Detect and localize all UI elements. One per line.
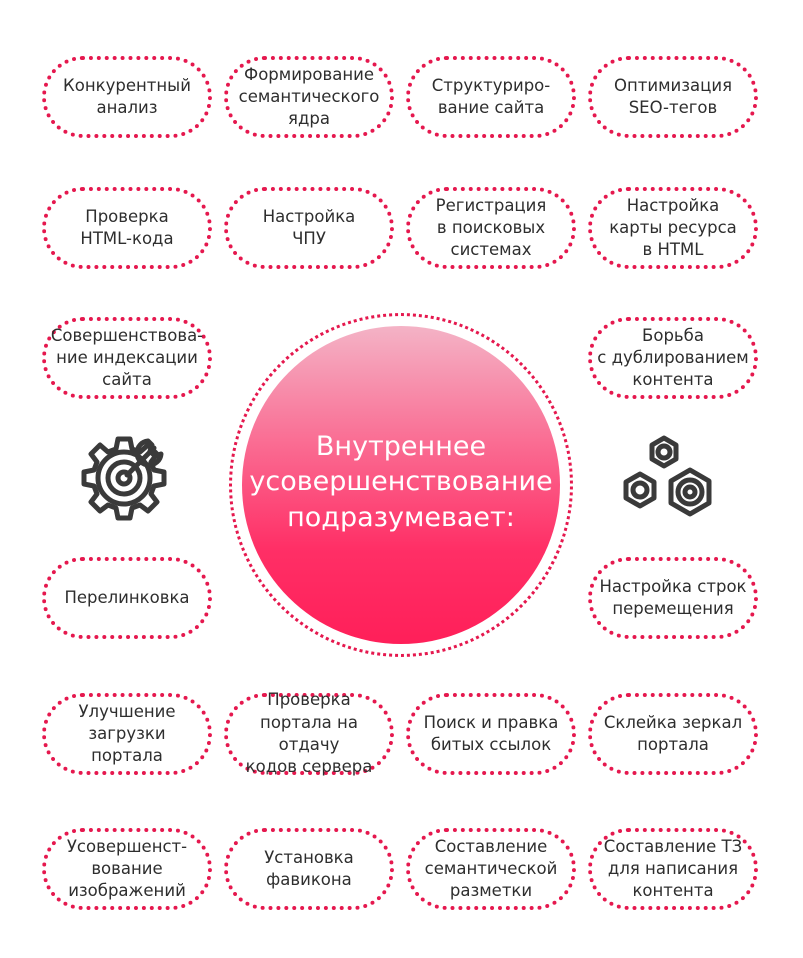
center-title: Внутреннее усовершенствование подразумевает: xyxy=(249,430,553,533)
item-favicon: Установка фавикона xyxy=(224,828,394,910)
item-content-spec: Составление ТЗ для написания контента xyxy=(588,828,758,910)
item-linking: Перелинковка xyxy=(42,557,212,639)
item-server-codes: Проверка портала на отдачу кодов сервера xyxy=(224,693,394,775)
gears-icon xyxy=(616,434,726,526)
item-loading-speed: Улучшение загрузки портала xyxy=(42,693,212,775)
item-search-registration: Регистрация в поисковых системах xyxy=(406,187,576,269)
item-semantic-core: Формирование семантического ядра xyxy=(224,56,394,138)
target-gear-wrench-icon xyxy=(72,427,178,533)
item-seo-tags: Оптимизация SEO-тегов xyxy=(588,56,758,138)
item-competitive-analysis: Конкурентный анализ xyxy=(42,56,212,138)
item-images: Усовершенст- вование изображений xyxy=(42,828,212,910)
item-indexing: Совершенствова- ние индексации сайта xyxy=(42,317,212,399)
center-circle-fill xyxy=(242,326,560,644)
center-circle xyxy=(229,313,573,657)
item-cnc-setup: Настройка ЧПУ xyxy=(224,187,394,269)
item-broken-links: Поиск и правка битых ссылок xyxy=(406,693,576,775)
item-breadcrumbs: Настройка строк перемещения xyxy=(588,557,758,639)
item-mirrors: Склейка зеркал портала xyxy=(588,693,758,775)
item-html-check: Проверка HTML-кода xyxy=(42,187,212,269)
item-site-structure: Структуриро- вание сайта xyxy=(406,56,576,138)
item-semantic-markup: Составление семантической разметки xyxy=(406,828,576,910)
item-html-sitemap: Настройка карты ресурса в HTML xyxy=(588,187,758,269)
item-duplicate-content: Борьба с дублированием контента xyxy=(588,317,758,399)
